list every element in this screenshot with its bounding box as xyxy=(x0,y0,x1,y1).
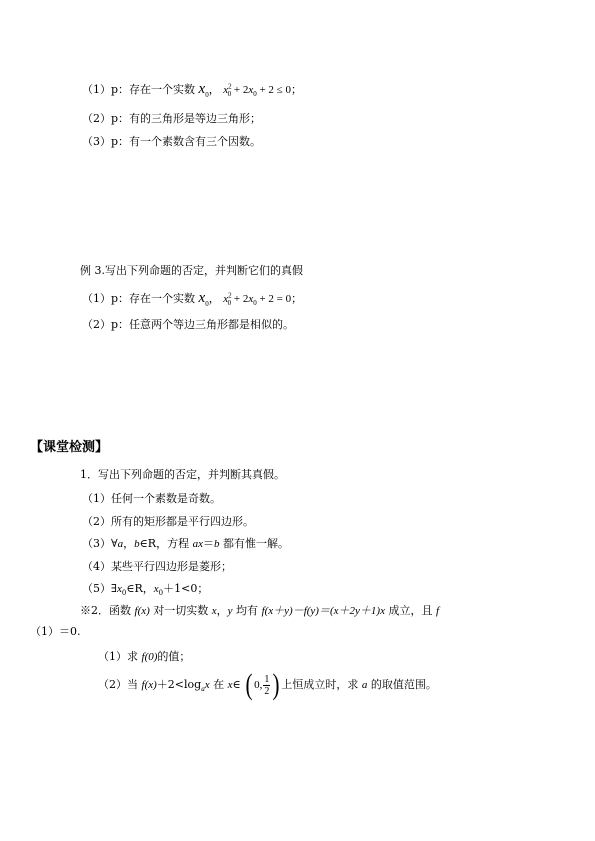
section-heading-class-check: 【课堂检测】 xyxy=(30,440,109,455)
item-1-1: （1）p：存在一个实数 $x_0$， $x^2_0 + 2x_0 + 2 \le 0$； xyxy=(82,81,302,99)
interval-expression: ( 0, 1 2 ) xyxy=(245,668,280,701)
example-3-item-2 xyxy=(82,318,294,332)
fraction-one-half: 1 2 xyxy=(264,673,270,697)
item-text: p：任意两个等边三角形都是相似的。 xyxy=(111,318,295,331)
question-1-item-2: （2）所有的矩形都是平行四边形。 xyxy=(82,515,254,528)
math-var: $x_0$ xyxy=(198,290,209,308)
question-1-item-4: （4）某些平行四边形是菱形； xyxy=(82,560,232,573)
question-2-sub-2: （2）当 $f(x)+2<\log_ax$ 在 x∈ ( 0, 1 2 ) 上恒成立时，求 a 的取值范围。 xyxy=(98,668,437,701)
example-3-item-1: （1）p：存在一个实数 $x_0$， $x^2_0 + 2x_0 + 2 = 0$； xyxy=(82,290,303,308)
item-number: （1） xyxy=(82,83,111,96)
item-1-3 xyxy=(82,135,261,149)
equation-formula: $x^2_0 + 2x_0 + 2 = 0$ xyxy=(223,291,292,308)
math-var: $x_0$ xyxy=(198,81,209,99)
item-text: p：存在一个实数 xyxy=(111,83,196,96)
item-text: p：有一个素数含有三个因数。 xyxy=(111,135,262,148)
example-3-title: 例 3.写出下列命题的否定，并判断它们的真假 xyxy=(80,264,303,277)
item-number: （1） xyxy=(82,292,111,305)
item-number: （2） xyxy=(82,112,111,125)
question-1-item-1: （1）任何一个素数是奇数。 xyxy=(82,492,221,505)
question-1-item-3: （3）∀a，b∈R，方程 ax＝b 都有惟一解。 xyxy=(82,537,289,550)
inequality-formula: $x^2_0 + 2x_0 + 2 \le 0$ xyxy=(223,82,291,99)
question-2-stem-continued: （1）＝0. xyxy=(30,625,81,638)
question-2-sub-1: （1）求 f(0)的值； xyxy=(98,650,191,663)
item-number: （3） xyxy=(82,135,111,148)
question-1-item-5: $(5)\exists x_0\in R$，$x_0+1<0$； xyxy=(82,582,209,598)
item-text: p：存在一个实数 xyxy=(111,292,196,305)
item-text: p：有的三角形是等边三角形； xyxy=(111,112,262,125)
question-1-title: 1．写出下列命题的否定，并判断其真假。 xyxy=(80,468,285,481)
question-2-stem: ※2．函数 f(x) 对一切实数 x，y 均有 f(x＋y)－f(y)＝(x＋2y＋1)x 成立，且 f xyxy=(80,604,440,617)
item-number: （2） xyxy=(82,318,111,331)
item-1-2 xyxy=(82,112,261,126)
